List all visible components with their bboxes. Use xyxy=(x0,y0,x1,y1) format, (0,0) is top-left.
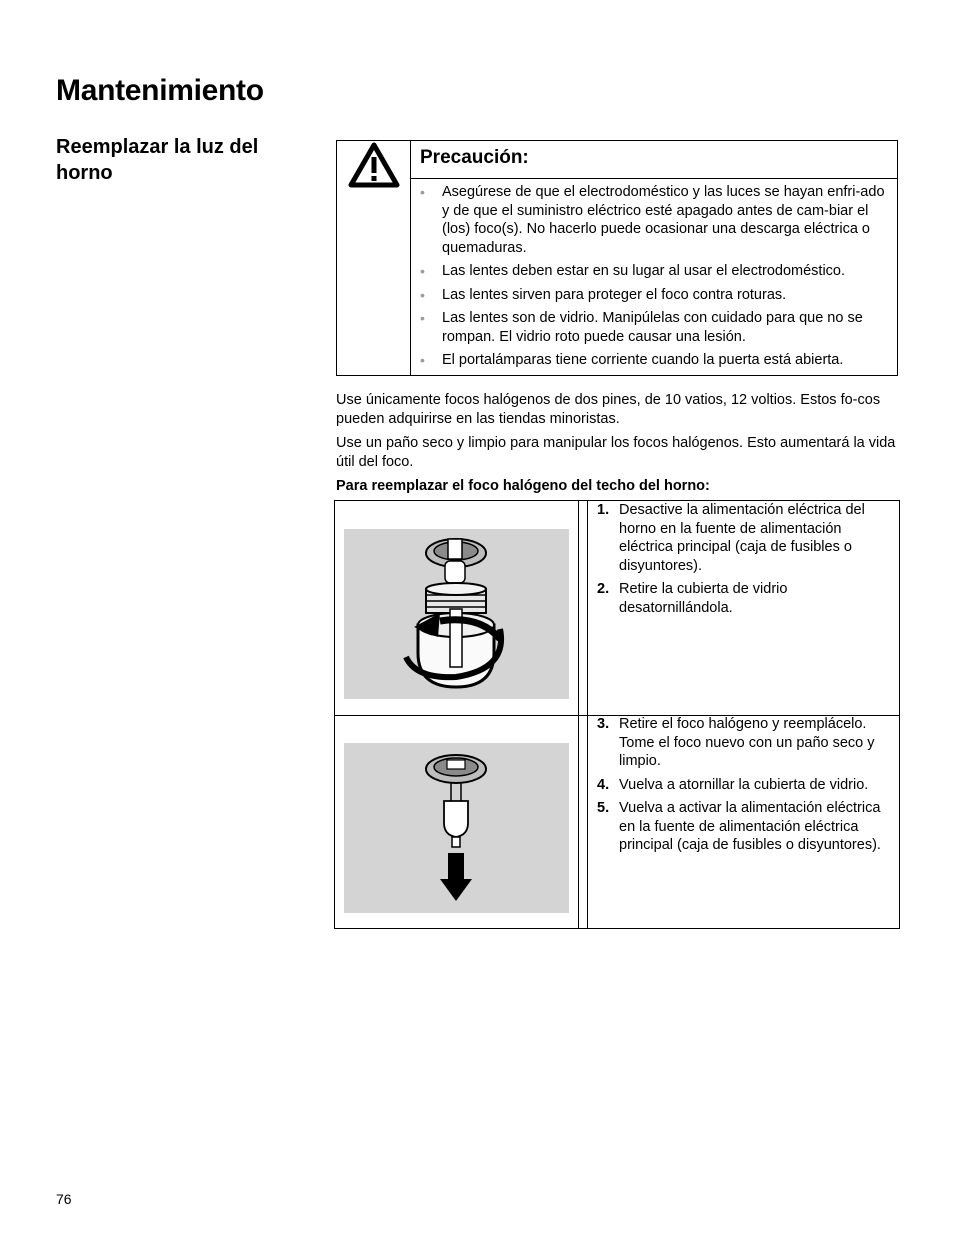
list-item: • Las lentes sirven para proteger el foco contra roturas. xyxy=(420,286,787,303)
step-number: 3. xyxy=(597,716,610,732)
step-text: Vuelva a activar la alimentación eléctrica en la fuente de alimentación eléctrica principal (caja de fusibles o disyuntores). xyxy=(619,800,881,853)
illustration-cell xyxy=(335,501,579,715)
steps-list xyxy=(588,501,899,622)
step-number: 5. xyxy=(597,800,610,816)
page-number: 76 xyxy=(56,1191,72,1207)
steps-list xyxy=(588,715,899,860)
step-text: Desactive la alimentación eléctrica del horno en la fuente de alimentación eléctrica principal (caja de fusibles o disyuntores). xyxy=(619,502,865,574)
caution-heading: Precaución: xyxy=(420,147,529,168)
bullet-icon: • xyxy=(420,352,425,368)
list-item: • Las lentes son de vidrio. Manipúlelas con cuidado para que no se rompan. El vidrio roto puede causar una lesión. xyxy=(420,310,863,345)
step-number: 1. xyxy=(597,502,610,518)
section-title: Reemplazar la luz del horno xyxy=(56,136,259,184)
page-title: Mantenimiento xyxy=(56,74,264,107)
list-item xyxy=(588,799,899,855)
list-item xyxy=(588,715,899,771)
caution-list xyxy=(411,183,897,375)
caution-icon-cell xyxy=(337,141,411,375)
steps-row-1 xyxy=(335,501,899,716)
bullet-icon: • xyxy=(420,310,425,326)
list-item xyxy=(588,776,899,795)
spacer-cell xyxy=(579,501,588,715)
unscrew-glass-cover-illustration xyxy=(344,529,569,699)
step-text: Vuelva a atornillar la cubierta de vidrio. xyxy=(619,776,869,793)
step-text: Retire la cubierta de vidrio desatornillándola. xyxy=(619,581,788,616)
step-text: Retire el foco halógeno y reemplácelo. Tome el foco nuevo con un paño seco y limpio. xyxy=(619,716,875,769)
warning-triangle-icon xyxy=(348,141,400,189)
steps-text-cell xyxy=(588,715,899,929)
steps-heading: Para reemplazar el foco halógeno del techo del horno: xyxy=(336,478,710,494)
paragraph-handling: Use un paño seco y limpio para manipular los focos halógenos. Esto aumentará la vida útil del foco. xyxy=(336,435,896,470)
list-item: • El portalámparas tiene corriente cuando la puerta está abierta. xyxy=(420,352,844,368)
list-item: • Asegúrese de que el electrodoméstico y las luces se hayan enfri-ado y de que el suministro eléctrico esté apagado antes de cam-biar el (los) foco(s). No hacerlo puede ocasionar una descarga eléctrica o quemaduras. xyxy=(420,184,885,256)
steps-text-cell xyxy=(588,501,899,715)
steps-row-2 xyxy=(335,715,899,929)
steps-table xyxy=(334,500,900,929)
step-number: 4. xyxy=(597,776,610,793)
list-item xyxy=(588,501,899,575)
list-item xyxy=(588,580,899,617)
list-item: • Las lentes deben estar en su lugar al usar el electrodoméstico. xyxy=(420,263,846,279)
illustration-cell xyxy=(335,715,579,929)
caution-box xyxy=(336,140,898,376)
bullet-icon: • xyxy=(420,286,425,303)
caution-header xyxy=(411,141,897,179)
bullet-icon: • xyxy=(420,263,425,279)
step-number: 2. xyxy=(597,581,610,597)
bullet-icon: • xyxy=(420,184,425,200)
spacer-cell xyxy=(579,715,588,929)
pull-out-halogen-bulb-illustration xyxy=(344,743,569,913)
paragraph-bulb-type: Use únicamente focos halógenos de dos pines, de 10 vatios, 12 voltios. Estos fo-cos pueden adquirirse en las tiendas minoristas. xyxy=(336,392,881,427)
